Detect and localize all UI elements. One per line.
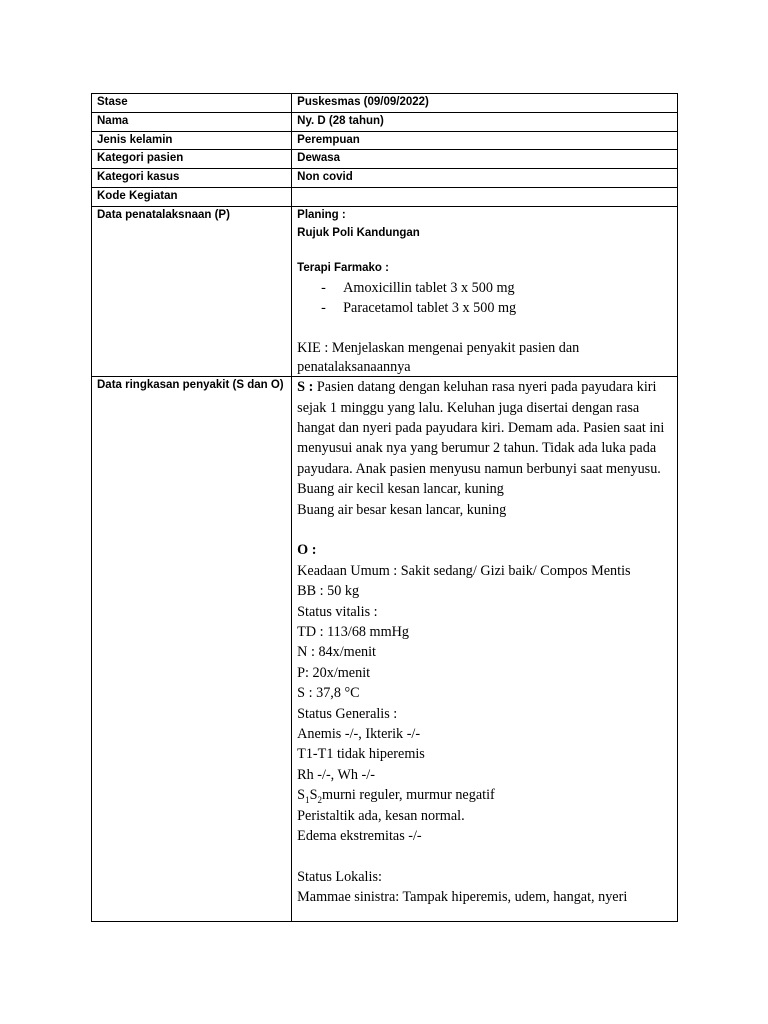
- label-kode-kegiatan: Kode Kegiatan: [92, 187, 292, 206]
- table-row-stase: [92, 94, 678, 113]
- table-row-ringkasan: [92, 377, 678, 922]
- drug-name: Paracetamol tablet 3 x 500 mg: [343, 300, 517, 317]
- table-row-penatalaksanaan: [92, 206, 678, 376]
- o-heading: O :: [297, 542, 317, 559]
- value-ringkasan: [292, 377, 678, 922]
- heart-sound-text: $S_1S_2murni$ reguler, murmur negatif: [297, 787, 495, 806]
- temperature-text: S : 37,8 °C: [297, 685, 360, 702]
- ringkasan-content: [297, 377, 672, 921]
- n-text: N : 84x/menit: [297, 644, 376, 661]
- value-stase: Puskesmas (09/09/2022): [292, 94, 678, 113]
- status-lokalis-text: Status Lokalis:: [297, 868, 382, 885]
- t1-text: T1-T1 tidak hiperemis: [297, 746, 425, 763]
- bullet-dash: -: [321, 279, 326, 296]
- label-jenis-kelamin: Jenis kelamin: [92, 131, 292, 150]
- bab-text: Buang air besar kesan lancar, kuning: [297, 501, 507, 518]
- value-kode-kegiatan: [292, 187, 678, 206]
- peristaltik-text: Peristaltik ada, kesan normal.: [297, 807, 465, 824]
- planning-value: Rujuk Poli Kandungan: [297, 226, 420, 239]
- drug-list: [297, 278, 672, 319]
- bak-text: Buang air kecil kesan lancar, kuning: [297, 481, 504, 498]
- rh-text: Rh -/-, Wh -/-: [297, 766, 375, 783]
- list-item: [297, 278, 672, 298]
- td-text: TD : 113/68 mmHg: [297, 624, 409, 641]
- label-stase: Stase: [92, 94, 292, 113]
- value-kategori-pasien: Dewasa: [292, 150, 678, 169]
- patient-record-table: [91, 93, 678, 922]
- label-kategori-kasus: Kategori kasus: [92, 169, 292, 188]
- table-row-kategori-pasien: [92, 150, 678, 169]
- label-nama: Nama: [92, 112, 292, 131]
- table-row-kategori-kasus: [92, 169, 678, 188]
- label-kategori-pasien: Kategori pasien: [92, 150, 292, 169]
- table-row-nama: [92, 112, 678, 131]
- kie-text: KIE : Menjelaskan mengenai penyakit pasien dan penatalaksanaannya: [297, 340, 580, 375]
- planning-heading: Planing :: [297, 208, 346, 221]
- status-vitalis-text: Status vitalis :: [297, 603, 378, 620]
- s-heading: S :: [297, 379, 314, 396]
- label-penatalaksanaan: Data penatalaksnaan (P): [92, 206, 292, 376]
- drug-name: Amoxicillin tablet 3 x 500 mg: [343, 279, 515, 296]
- value-jenis-kelamin: Perempuan: [292, 131, 678, 150]
- value-nama: Ny. D (28 tahun): [292, 112, 678, 131]
- label-ringkasan: Data ringkasan penyakit (S dan O): [92, 377, 292, 922]
- s-body: Pasien datang dengan keluhan rasa nyeri pada payudara kiri sejak 1 minggu yang lalu. Keluhan juga disertai dengan rasa hangat dan nyeri pada payudara kiri. Demam ada. Pasien saat ini menyusui anak nya yang berumur 2 tahun. Tidak ada luka pada payudara. Anak pasien menyusu namun berbunyi saat menyusu.: [297, 379, 665, 477]
- p-text: P: 20x/menit: [297, 664, 371, 681]
- mammae-text: Mammae sinistra: Tampak hiperemis, udem, hangat, nyeri: [297, 889, 628, 906]
- status-generalis-text: Status Generalis :: [297, 705, 398, 722]
- subjective-text: [297, 377, 672, 479]
- value-penatalaksanaan: [292, 206, 678, 376]
- terapi-heading: Terapi Farmako :: [297, 262, 389, 275]
- keadaan-umum-text: Keadaan Umum : Sakit sedang/ Gizi baik/ Compos Mentis: [297, 562, 631, 579]
- bullet-dash: -: [321, 300, 326, 317]
- anemis-text: Anemis -/-, Ikterik -/-: [297, 726, 421, 743]
- list-item: [297, 298, 672, 318]
- table-row-kode-kegiatan: [92, 187, 678, 206]
- value-kategori-kasus: Non covid: [292, 169, 678, 188]
- edema-text: Edema ekstremitas -/-: [297, 828, 422, 845]
- table-row-jenis-kelamin: [92, 131, 678, 150]
- bb-text: BB : 50 kg: [297, 583, 360, 600]
